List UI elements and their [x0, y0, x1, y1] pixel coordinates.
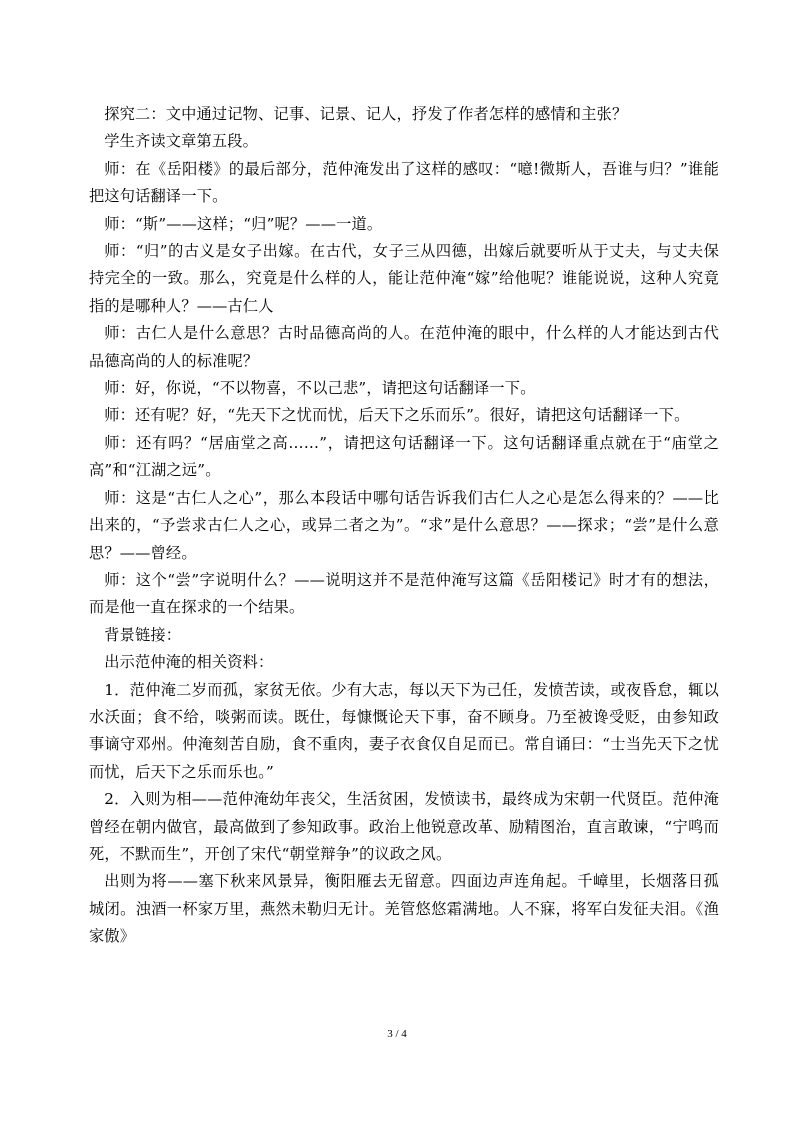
- paragraph-teacher-gurenren: 师：古仁人是什么意思？古时品德高尚的人。在范仲淹的眼中，什么样的人才能达到古代品德高尚的人的标准呢？: [89, 324, 719, 370]
- paragraph-show-materials: 出示范仲淹的相关资料：: [104, 653, 274, 672]
- page-number: 3 / 4: [387, 1028, 407, 1040]
- paragraph-teacher-jumiaotang: 师：还有吗？“居庙堂之高……”，请把这句话翻译一下。这句话翻译重点就在于“庙堂之高”和“江湖之远”。: [89, 433, 719, 480]
- paragraph-teacher-sigh: 师：在《岳阳楼》的最后部分，范仲淹发出了这样的感叹：“噫!微斯人，吾谁与归？”谁能把这句话翻译一下。: [89, 159, 719, 206]
- paragraph-teacher-buyiwuxi: 师：好，你说，“不以物喜，不以己悲”，请把这句话翻译一下。: [104, 379, 536, 398]
- paragraph-students-read: 学生齐读文章第五段。: [104, 132, 259, 151]
- paragraph-material-one: 1．范仲淹二岁而孤，家贫无依。少有大志，每以天下为己任，发愤苦读，或夜昏怠，辄以水沃面；食不给，啖粥而读。既仕，每慷慨论天下事，奋不顾身。乃至被谗受贬，由参知政事谪守邓州。仲淹刻苦自励，食不重肉，妻子衣食仅自足而已。常自诵曰：“士当先天下之忧而忧，后天下之乐而乐也。”: [89, 680, 719, 781]
- paragraph-teacher-xiantianxia: 师：还有呢？好，“先天下之忧而忧，后天下之乐而乐”。很好，请把这句话翻译一下。: [104, 406, 690, 425]
- paragraph-teacher-chang: 师：这个“尝”字说明什么？——说明这并不是范仲淹写这篇《岳阳楼记》时才有的想法，而是他一直在探求的一个结果。: [89, 570, 719, 617]
- paragraph-teacher-gurenren-xin: 师：这是“古仁人之心”，那么本段话中哪句话告诉我们古仁人之心是怎么得来的？——比出来的，“予尝求古仁人之心，或异二者之为”。“求”是什么意思？——探求；“尝”是什么意思？——曾经。: [89, 488, 719, 562]
- paragraph-teacher-si-gui: 师：“斯”——这样；“归”呢？——一道。: [104, 214, 383, 233]
- paragraph-material-two: 2．入则为相——范仲淹幼年丧父，生活贫困，发愤读书，最终成为宋朝一代贤臣。范仲淹曾经在朝内做官，最高做到了参知政事。政治上他锐意改革、励精图治，直言敢谏，“宁鸣而死，不默而生”，开创了宋代“朝堂辩争”的议政之风。: [89, 790, 719, 863]
- paragraph-inquiry-two: 探究二：文中通过记物、记事、记景、记人，抒发了作者怎样的感情和主张？: [104, 105, 628, 123]
- paragraph-general-poem: 出则为将——塞下秋来风景异，衡阳雁去无留意。四面边声连角起。千嶂里，长烟落日孤城闭。浊酒一杯家万里，燕然未勒归无计。羌管悠悠霜满地。人不寐，将军白发征夫泪。《渔家傲》: [89, 872, 719, 946]
- paragraph-teacher-gui-meaning: 师：“归”的古义是女子出嫁。在古代，女子三从四德，出嫁后就要听从于丈夫，与丈夫保持完全的一致。那么，究竟是什么样的人，能让范仲淹“嫁”给他呢？谁能说说，这种人究竟指的是哪种人？——古仁人: [89, 242, 719, 315]
- document-body: [89, 101, 719, 951]
- paragraph-background-link: 背景链接：: [104, 625, 182, 644]
